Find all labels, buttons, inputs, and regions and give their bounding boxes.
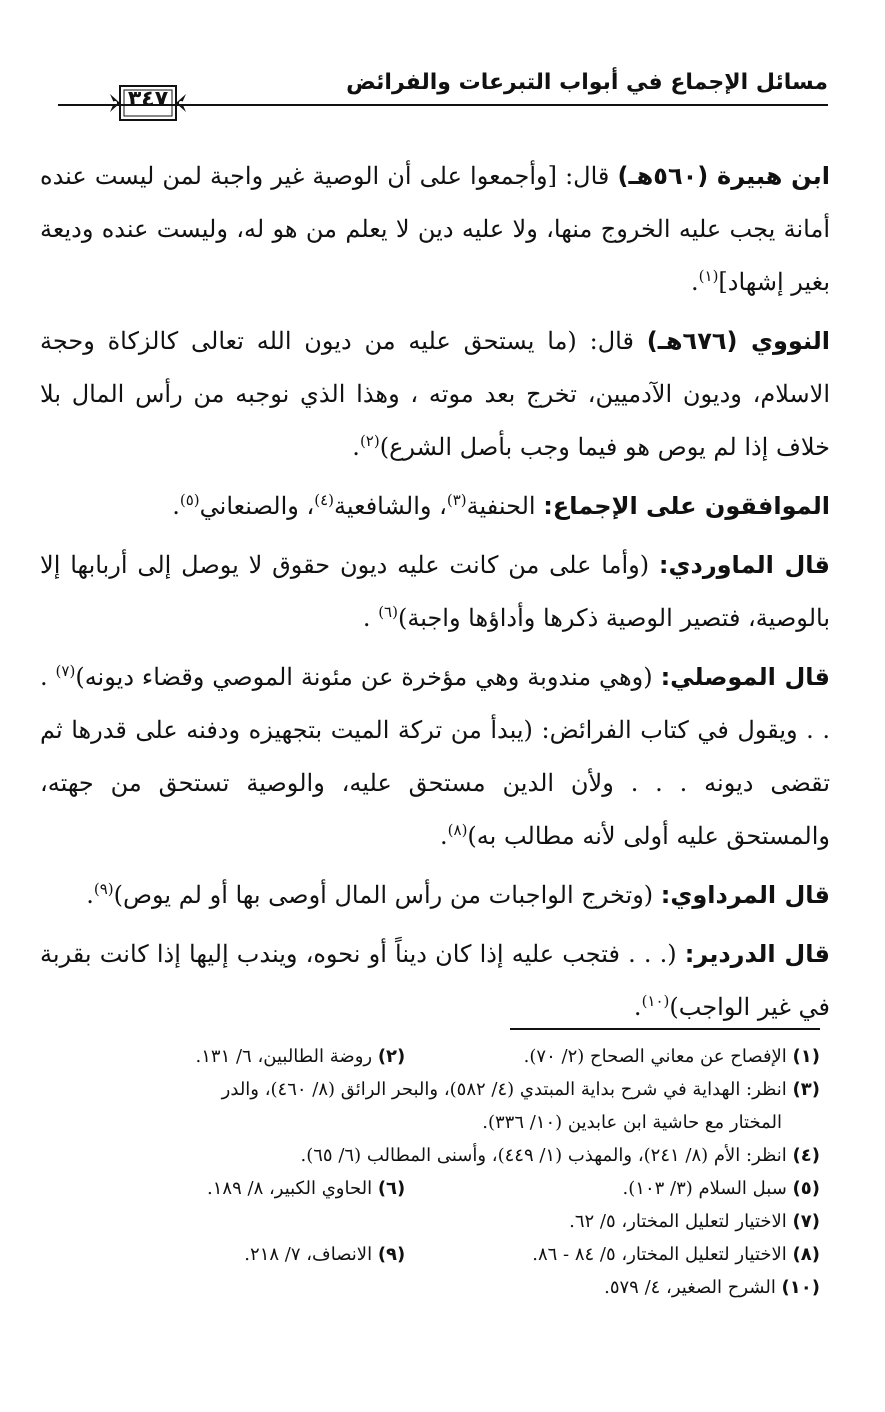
footnote-3 — [52, 1073, 820, 1106]
paragraph-text: . . . ويقول في كتاب الفرائض: (يبدأ من تركة الميت بتجهيزه ودفنه على قدرها ثم تقضى ديونه . . . ولأن الدين مستحق عليه، والوصية تستحق من جهته، والمستحق عليه أولى لأنه مطالب به) — [40, 663, 830, 850]
footnote-text: انظر: الأم (٨/ ٢٤١)، والمهذب (١/ ٤٤٩)، وأسنى المطالب (٦/ ٦٥). — [300, 1145, 793, 1166]
footnote-separator — [510, 1028, 820, 1030]
footnote-ref[interactable]: (١٠) — [641, 992, 670, 1010]
footnote-ref[interactable]: (٥) — [179, 491, 200, 509]
paragraph-text: ، والصنعاني — [199, 492, 315, 520]
footnote-number: (٥) — [792, 1178, 820, 1199]
paragraph-tail: . — [691, 268, 699, 296]
main-text — [40, 150, 830, 1040]
footnote-9 — [52, 1238, 405, 1271]
footnote-text: الحاوي الكبير، ٨/ ١٨٩. — [207, 1178, 378, 1199]
footnote-8 — [405, 1238, 820, 1271]
speaker: قال الموصلي: — [660, 663, 830, 691]
footnote-5 — [405, 1172, 820, 1205]
footnote-ref[interactable]: (٦) — [378, 603, 398, 621]
paragraph-dardir — [40, 928, 830, 1034]
footnote-text: الاختيار لتعليل المختار، ٥/ ٨٤ - ٨٦. — [532, 1244, 793, 1265]
speaker: النووي (٦٧٦هـ) — [646, 327, 830, 355]
footnote-text: الإفصاح عن معاني الصحاح (٢/ ٧٠). — [523, 1046, 793, 1067]
paragraph-text: (وهي مندوبة وهي مؤخرة عن مئونة الموصي وقضاء ديونه) — [75, 663, 661, 691]
footnote-number: (٧) — [792, 1211, 820, 1232]
footnote-row — [52, 1238, 820, 1271]
paragraph-ibn-hubayra — [40, 150, 830, 309]
footnote-ref[interactable]: (٣) — [446, 491, 467, 509]
speaker: قال الدردير: — [684, 940, 830, 968]
footnote-text: انظر: الهداية في شرح بداية المبتدي (٤/ ٥٨٢)، والبحر الرائق (٨/ ٤٦٠)، والدر — [221, 1079, 793, 1100]
running-title: مسائل الإجماع في أبواب التبرعات والفرائض — [346, 70, 828, 95]
speaker: الموافقون على الإجماع: — [543, 492, 830, 520]
paragraph-mardawi — [40, 869, 830, 922]
footnote-text: الشرح الصغير، ٤/ ٥٧٩. — [604, 1277, 782, 1298]
paragraph-mawsili — [40, 651, 830, 863]
footnote-ref[interactable]: (٩) — [93, 880, 114, 898]
header-rule — [58, 104, 828, 106]
paragraph-mawardi — [40, 539, 830, 645]
footnote-7 — [52, 1205, 820, 1238]
footnote-number: (١٠) — [781, 1277, 820, 1298]
speaker: قال الماوردي: — [658, 551, 831, 579]
paragraph-text: قال: [وأجمعوا على أن الوصية غير واجبة لمن ليست عنده أمانة يجب عليه الخروج منها، ولا عليه دين لا يعلم من هو له، وليست عنده وديعة بغير إشهاد] — [40, 162, 830, 296]
footnote-2 — [52, 1040, 405, 1073]
footnote-text: روضة الطالبين، ٦/ ١٣١. — [195, 1046, 378, 1067]
paragraph-tail: . — [86, 881, 94, 909]
footnote-text: الاختيار لتعليل المختار، ٥/ ٦٢. — [569, 1211, 793, 1232]
paragraph-tail: . — [633, 993, 642, 1021]
footnote-ref[interactable]: (١) — [698, 267, 719, 285]
footnote-text: الانصاف، ٧/ ٢١٨. — [244, 1244, 378, 1265]
footnote-1 — [405, 1040, 820, 1073]
page-number-badge — [108, 84, 188, 122]
footnote-text: سبل السلام (٣/ ١٠٣). — [622, 1178, 793, 1199]
footnote-number: (٩) — [377, 1244, 406, 1265]
footnote-number: (٣) — [792, 1079, 820, 1100]
footnote-ref[interactable]: (٤) — [314, 491, 334, 509]
page-number: ٣٤٧ — [127, 87, 169, 112]
paragraph-agreeing-schools — [40, 480, 830, 533]
paragraph-tail: . — [362, 604, 379, 632]
footnote-10 — [52, 1271, 820, 1304]
footnote-6 — [52, 1172, 405, 1205]
footnote-ref[interactable]: (٢) — [359, 432, 380, 450]
footnote-number: (٦) — [377, 1178, 406, 1199]
footnote-number: (١) — [792, 1046, 820, 1067]
footnotes — [52, 1040, 820, 1304]
footnote-ref[interactable]: (٨) — [447, 821, 468, 839]
paragraph-text: (. . . فتجب عليه إذا كان ديناً أو نحوه، ويندب إليها إذا كانت بقربة في غير الواجب) — [40, 940, 830, 1021]
paragraph-text: (وتخرج الواجبات من رأس المال أوصى بها أو لم يوص) — [113, 881, 661, 909]
footnote-row — [52, 1172, 820, 1205]
paragraph-nawawi — [40, 315, 830, 474]
paragraph-text: قال: (ما يستحق عليه من ديون الله تعالى كالزكاة وحجة الاسلام، وديون الآدميين، تخرج بعد موته ، وهذا الذي نوجبه من رأس المال بلا خلاف إذا لم يوص هو فيما وجب بأصل الشرع) — [40, 327, 830, 461]
footnote-ref[interactable]: (٧) — [55, 662, 76, 680]
paragraph-tail: . — [352, 433, 360, 461]
footnote-number: (٢) — [377, 1046, 406, 1067]
footnote-number: (٨) — [792, 1244, 820, 1265]
footnote-row — [52, 1040, 820, 1073]
paragraph-text: الحنفية — [466, 492, 544, 520]
paragraph-text: ، والشافعية — [334, 492, 447, 520]
paragraph-tail: . — [440, 822, 448, 850]
paragraph-text: (وأما على من كانت عليه ديون حقوق لا يوصل إلى أربابها إلا بالوصية، فتصير الوصية ذكرها وأداؤها واجبة) — [40, 551, 830, 632]
speaker: ابن هبيرة (٥٦٠هـ) — [617, 162, 830, 190]
footnote-4 — [52, 1139, 820, 1172]
paragraph-tail: . — [172, 492, 180, 520]
footnote-number: (٤) — [792, 1145, 820, 1166]
footnote-3-continued: المختار مع حاشية ابن عابدين (١٠/ ٣٣٦). — [482, 1112, 782, 1133]
speaker: قال المرداوي: — [660, 881, 830, 909]
